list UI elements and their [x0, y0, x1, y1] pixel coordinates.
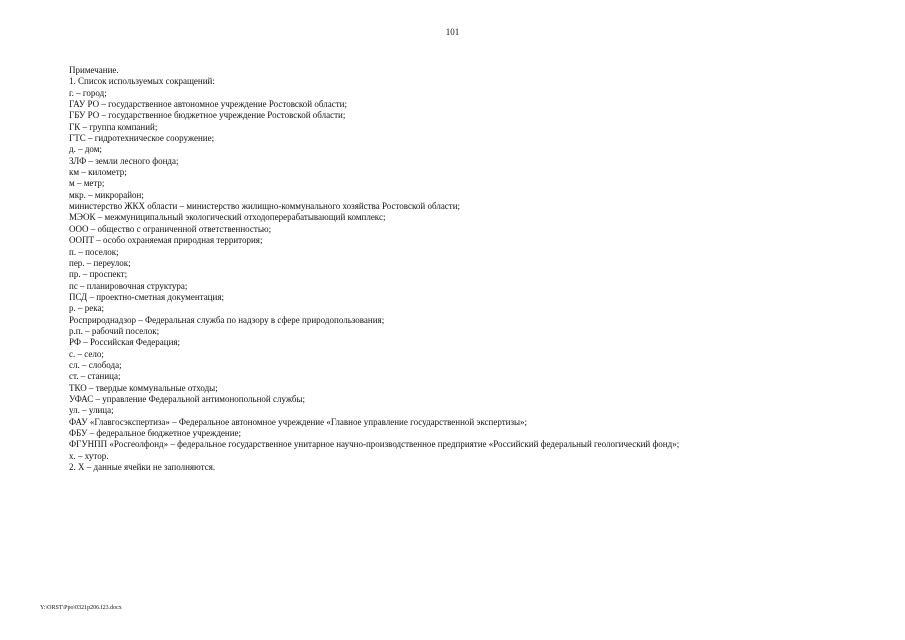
abbreviation-item: ТКО – твердые коммунальные отходы;	[69, 382, 218, 393]
abbreviation-list	[69, 88, 889, 462]
abbreviation-item: м – метр;	[69, 178, 105, 189]
abbreviation-item: ООО – общество с ограниченной ответственностью;	[69, 223, 272, 234]
abbreviation-item: ГАУ РО – государственное автономное учреждение Ростовской области;	[69, 99, 347, 110]
abbreviation-item: ФАУ «Главгосэкспертиза» – Федеральное автономное учреждение «Главное управление государственной экспертизы»;	[69, 416, 528, 427]
abbreviation-item: п. – поселок;	[69, 246, 119, 257]
note-title: Примечание.	[69, 65, 119, 75]
abbreviation-item: ст. – станица;	[69, 371, 121, 382]
abbreviation-item: км – километр;	[69, 167, 127, 178]
abbreviation-item: МЭОК – межмуниципальный экологический отходоперерабатывающий комплекс;	[69, 212, 386, 223]
abbreviation-item: Росприроднадзор – Федеральная служба по надзору в сфере природопользования;	[69, 314, 385, 325]
footer-file-path: Y:\ORST\Ppo\0321p206.f23.docx	[40, 605, 122, 611]
abbreviation-item: пс – планировочная структура;	[69, 280, 188, 291]
abbreviation-item: г. – город;	[69, 87, 107, 98]
abbreviation-item: мкр. – микрорайон;	[69, 189, 144, 200]
abbreviation-item: УФАС – управление Федеральной антимонопольной службы;	[69, 393, 306, 404]
abbreviation-item: пер. – переулок;	[69, 257, 131, 268]
abbreviation-item: ФБУ – федеральное бюджетное учреждение;	[69, 428, 242, 438]
page-number: 101	[445, 27, 460, 37]
abbreviation-item: РФ – Российская Федерация;	[69, 337, 181, 348]
note-block	[69, 65, 889, 473]
abbreviation-item: ул. – улица;	[69, 405, 114, 416]
abbreviation-item: ПСД – проектно-сметная документация;	[69, 291, 224, 302]
abbreviation-item: пр. – проспект;	[69, 269, 128, 280]
abbreviation-item: министерство ЖКХ области – министерство жилищно-коммунального хозяйства Ростовской области;	[69, 201, 461, 212]
abbreviation-item: с. – село;	[69, 348, 104, 359]
abbreviation-item: р. – река;	[69, 303, 104, 314]
abbreviation-item: сл. – слобода;	[69, 359, 122, 370]
note-item-2: 2. Х – данные ячейки не заполняются.	[69, 462, 216, 473]
abbreviation-item: ЗЛФ – земли лесного фонда;	[69, 155, 179, 166]
abbreviation-item: х. – хутор.	[69, 450, 109, 461]
abbreviation-item: ГК – группа компаний;	[69, 121, 158, 132]
abbreviation-item: ГБУ РО – государственное бюджетное учреждение Ростовской области;	[69, 110, 346, 121]
abbreviation-item: ФГУНПП «Росгеолфонд» – федеральное государственное унитарное научно-производственное предприятие «Российский федеральный геологический фонд»;	[69, 439, 680, 450]
abbreviation-item: ООПТ – особо охраняемая природная территория;	[69, 235, 263, 246]
abbreviation-item: д. – дом;	[69, 144, 102, 155]
abbreviation-item: р.п. – рабочий поселок;	[69, 325, 160, 336]
abbreviation-list-heading: 1. Список используемых сокращений:	[69, 76, 215, 87]
abbreviation-item: ГТС – гидротехническое сооружение;	[69, 133, 215, 144]
